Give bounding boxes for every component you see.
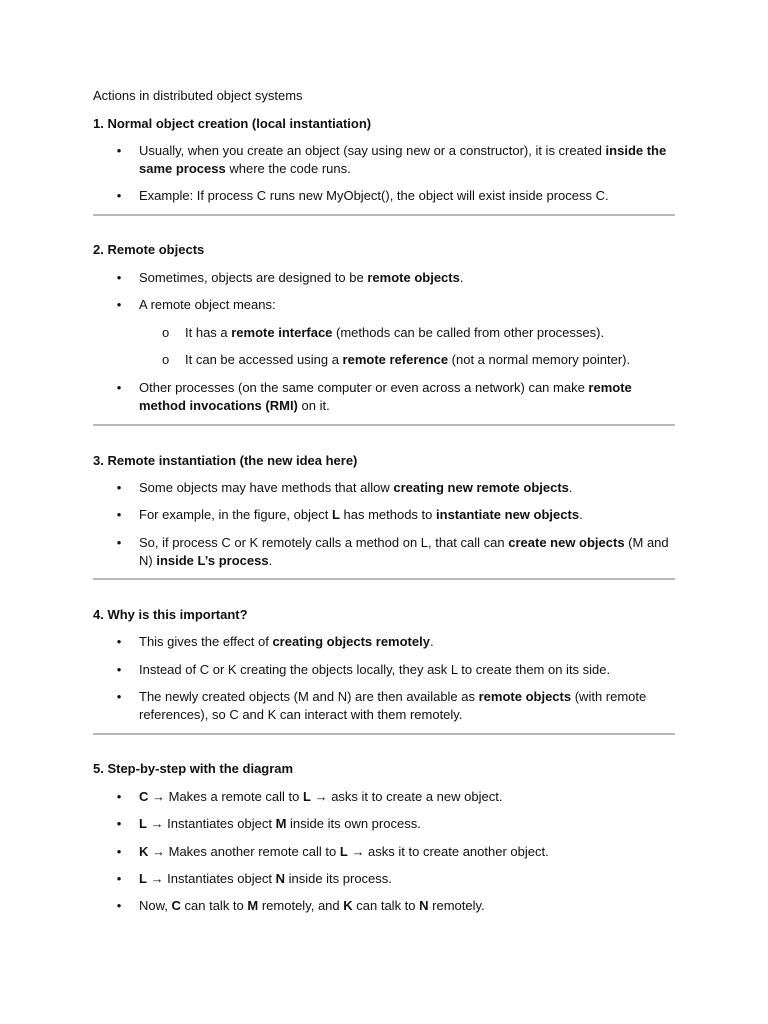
s1-bullet-2-text: Example: If process C runs new MyObject(), the object will exist inside process C.: [139, 188, 609, 203]
section-divider: [93, 733, 675, 735]
sub-bullet-marker: o: [162, 352, 170, 367]
s5-bullet-1-text: C → Makes a remote call to L → asks it to create a new object.: [139, 789, 503, 804]
section-4-heading: 4. Why is this important?: [93, 607, 248, 622]
s4-bullet-2-text: Instead of C or K creating the objects locally, they ask L to create them on its side.: [139, 662, 611, 677]
section-divider: [93, 424, 675, 426]
bullet-marker: •: [116, 871, 122, 886]
bullet-marker: •: [116, 380, 122, 395]
s3-bullet-3-text: So, if process C or K remotely calls a method on L, that call can create new objects (M and N) inside L’s process.: [139, 535, 669, 568]
bullet-marker: •: [116, 188, 122, 203]
section-3-heading: 3. Remote instantiation (the new idea here): [93, 453, 358, 468]
section-1-heading: 1. Normal object creation (local instantiation): [93, 116, 372, 131]
document-title: Actions in distributed object systems: [93, 88, 303, 103]
bullet-marker: •: [116, 689, 122, 704]
s2-sub-bullet-1-text: It has a remote interface (methods can be called from other processes).: [185, 325, 605, 340]
section-5-heading: 5. Step-by-step with the diagram: [93, 761, 294, 776]
s2-bullet-2-text: A remote object means:: [139, 297, 276, 312]
s2-bullet-3-text: Other processes (on the same computer or even across a network) can make remote method invocations (RMI) on it.: [139, 380, 632, 413]
s3-bullet-2-text: For example, in the figure, object L has methods to instantiate new objects.: [139, 507, 583, 522]
s4-bullet-1-text: This gives the effect of creating objects remotely.: [139, 634, 434, 649]
bullet-marker: •: [116, 535, 122, 550]
section-divider: [93, 214, 675, 216]
bullet-marker: •: [116, 634, 122, 649]
bullet-marker: •: [116, 844, 122, 859]
bullet-marker: •: [116, 297, 122, 312]
bullet-marker: •: [116, 507, 122, 522]
s2-sub-bullet-2-text: It can be accessed using a remote reference (not a normal memory pointer).: [185, 352, 631, 367]
s4-bullet-3-text: The newly created objects (M and N) are then available as remote objects (with remote references), so C and K can interact with them remotely.: [139, 689, 647, 722]
bullet-marker: •: [116, 143, 122, 158]
s5-bullet-3-text: K → Makes another remote call to L → asks it to create another object.: [139, 844, 549, 859]
section-2-heading: 2. Remote objects: [93, 242, 205, 257]
bullet-marker: •: [116, 789, 122, 804]
sub-bullet-marker: o: [162, 325, 170, 340]
s5-bullet-4-text: L → Instantiates object N inside its process.: [139, 871, 392, 886]
s3-bullet-1-text: Some objects may have methods that allow creating new remote objects.: [139, 480, 573, 495]
s5-bullet-5-text: Now, C can talk to M remotely, and K can talk to N remotely.: [139, 898, 485, 913]
bullet-marker: •: [116, 480, 122, 495]
section-divider: [93, 578, 675, 580]
s5-bullet-2-text: L → Instantiates object M inside its own process.: [139, 816, 421, 831]
bullet-marker: •: [116, 270, 122, 285]
bullet-marker: •: [116, 662, 122, 677]
bullet-marker: •: [116, 816, 122, 831]
s2-bullet-1-text: Sometimes, objects are designed to be remote objects.: [139, 270, 464, 285]
bullet-marker: •: [116, 898, 122, 913]
s1-bullet-1-text: Usually, when you create an object (say using new or a constructor), it is created inside the same process where the code runs.: [139, 143, 667, 176]
